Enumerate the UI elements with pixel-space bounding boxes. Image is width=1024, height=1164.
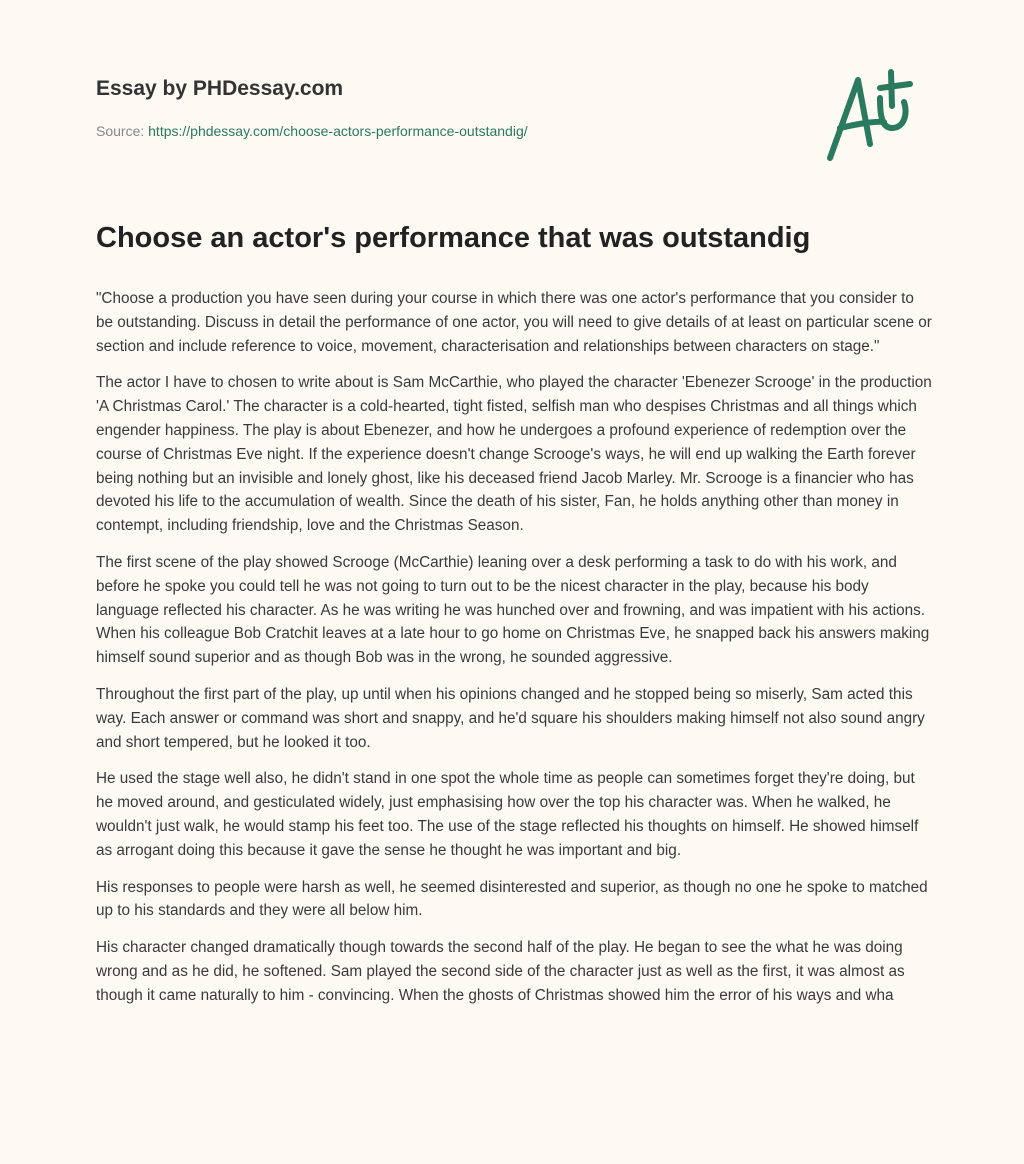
source-link[interactable]: https://phdessay.com/choose-actors-performance-outstandig/ [148,123,528,139]
source-label: Source: [96,123,145,139]
a-plus-logo-icon [818,66,928,166]
source-line [96,123,528,139]
paragraph: His responses to people were harsh as well, he seemed disinterested and superior, as though no one he spoke to matched up to his standards and they were all below him. [96,878,928,920]
paragraph: Throughout the first part of the play, up until when his opinions changed and he stopped being so miserly, Sam acted this way. Each answer or command was short and snappy, and he'd square his shoulders making himself not also sound angry and short tempered, but he looked it too. [96,685,925,751]
paragraph: His character changed dramatically though towards the second half of the play. He began to see the what he was doing wrong and as he did, he softened. Sam played the second side of the character just as well as the first, it was almost as though it came naturally to him - convincing. When the ghosts of Christmas showed him the error of his ways and wha [96,939,905,1004]
essay-body [96,287,932,1021]
paragraph: "Choose a production you have seen during your course in which there was one actor's performance that you consider to be outstanding. Discuss in detail the performance of one actor, you will need to give details of at least on particular scene or section and include reference to voice, movement, characterisation and relationships between characters on stage." [96,290,932,355]
site-brand: Essay by PHDessay.com [96,77,344,100]
paragraph: The actor I have to chosen to write about is Sam McCarthie, who played the character 'Ebenezer Scrooge' in the production 'A Christmas Carol.' The character is a cold-hearted, tight fisted, selfish man who despises Christmas and all things which engender happiness. The play is about Ebenezer, and how he undergoes a profound experience of redemption over the course of Christmas Eve night. If the experience doesn't change Scrooge's ways, he will end up walking the Earth forever being nothing but an invisible and lonely ghost, like his deceased friend Jacob Marley. Mr. Scrooge is a financier who has devoted his life to the accumulation of wealth. Since the death of his sister, Fan, he holds anything other than money in contempt, including friendship, love and the Christmas Season. [96,374,932,535]
paragraph: He used the stage well also, he didn't stand in one spot the whole time as people can sometimes forget they're doing, but he moved around, and gesticulated widely, just emphasising how over the top his character was. When he walked, he wouldn't just walk, he would stamp his feet too. The use of the stage reflected his thoughts on himself. He showed himself as arrogant doing this because it gave the sense he thought he was important and big. [96,770,919,859]
paragraph: The first scene of the play showed Scrooge (McCarthie) leaning over a desk performing a task to do with his work, and before he spoke you could tell he was not going to turn out to be the nicest character in the play, because his body language reflected his character. As he was writing he was hunched over and frowning, and was impatient with his actions. When his colleague Bob Cratchit leaves at a late hour to go home on Christmas Eve, he snapped back his answers making himself sound superior and as though Bob was in the wrong, he sounded aggressive. [96,553,930,667]
essay-title: Choose an actor's performance that was outstandig [96,222,811,254]
